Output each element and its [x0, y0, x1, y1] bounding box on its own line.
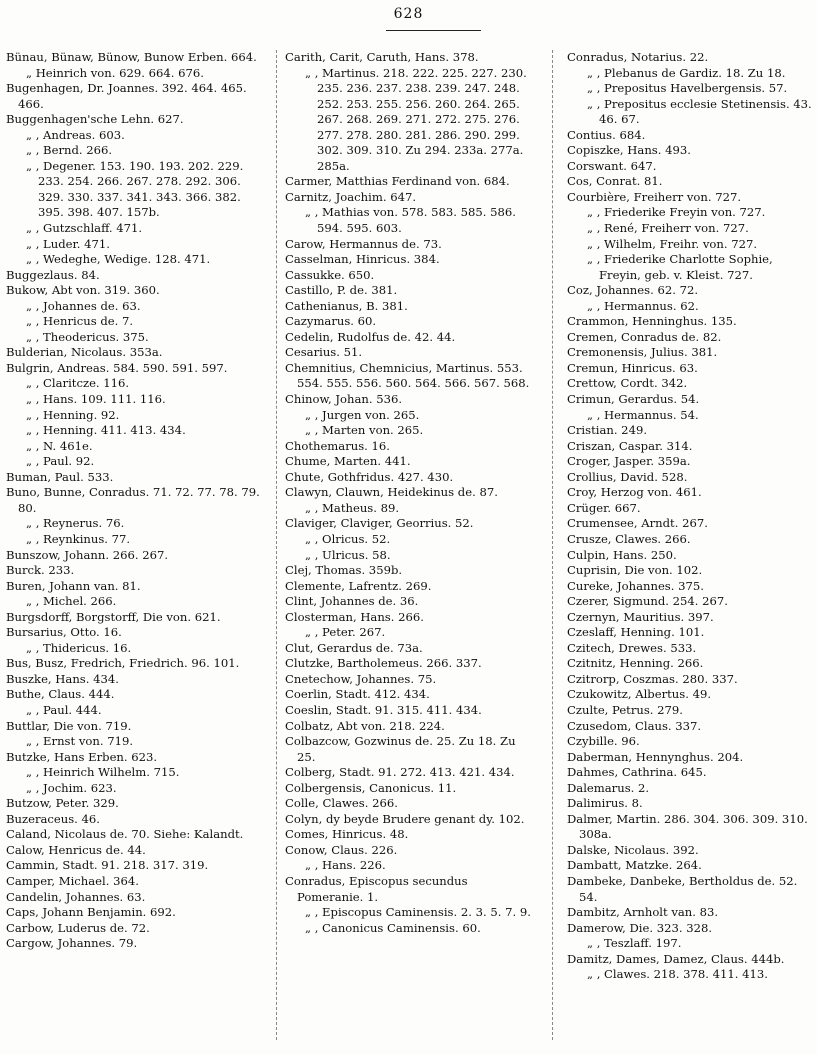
index-subentry: „ , Bernd. 266. — [26, 143, 113, 158]
index-entry: Coz, Johannes. 62. 72. — [567, 283, 699, 298]
index-entry: Coeslin, Stadt. 91. 315. 411. 434. — [285, 702, 482, 717]
index-subentry: „ , Michel. 266. — [26, 594, 117, 609]
index-entry: Bulderian, Nicolaus. 353a. — [6, 345, 163, 360]
index-entry: Cureke, Johannes. 375. — [567, 578, 704, 593]
index-entry: Bus, Busz, Fredrich, Friedrich. 96. 101. — [6, 656, 240, 671]
index-entry: Camper, Michael. 364. — [6, 873, 139, 888]
index-entry: Czulte, Petrus. 279. — [567, 702, 683, 717]
index-entry: Dambitz, Arnholt van. 83. — [567, 905, 719, 920]
index-entry: Carith, Carit, Caruth, Hans. 378. — [285, 50, 479, 64]
index-subentry: „ , Peter. 267. — [305, 625, 386, 640]
index-entry: Clawyn, Clauwn, Heidekinus de. 87. — [285, 485, 498, 500]
index-entry: Copiszke, Hans. 493. — [567, 143, 691, 158]
index-entry: Colbatz, Abt von. 218. 224. — [285, 718, 445, 733]
index-entry: Clint, Johannes de. 36. — [285, 594, 419, 609]
index-entry: Bukow, Abt von. 319. 360. — [6, 283, 160, 298]
index-entry: Castillo, P. de. 381. — [285, 283, 398, 298]
index-entry: Dalmer, Martin. 286. 304. 306. 309. 310. 308a. — [567, 811, 808, 842]
index-subentry: „ , Clawes. 218. 378. 411. 413. — [587, 967, 768, 982]
index-entry: Cathenianus, B. 381. — [285, 298, 408, 313]
index-column-1 — [6, 50, 268, 1050]
index-entry: Coerlin, Stadt. 412. 434. — [285, 687, 430, 702]
index-entry: Crettow, Cordt. 342. — [567, 376, 688, 391]
index-entry: Carmer, Matthias Ferdinand von. 684. — [285, 174, 510, 189]
index-subentry: „ , Henning. 411. 413. 434. — [26, 423, 186, 438]
index-entry: Colberg, Stadt. 91. 272. 413. 421. 434. — [285, 765, 515, 780]
index-subentry: „ , Luder. 471. — [26, 236, 110, 251]
index-subentry: „ , Ulricus. 58. — [305, 547, 391, 562]
index-entry: Comes, Hinricus. 48. — [285, 827, 409, 842]
index-entry: Crusze, Clawes. 266. — [567, 531, 691, 546]
index-entry: Chinow, Johan. 536. — [285, 392, 403, 407]
column-divider — [276, 50, 277, 1040]
index-entry: Bursarius, Otto. 16. — [6, 625, 122, 640]
index-entry: Daberman, Hennynghus. 204. — [567, 749, 744, 764]
index-entry: Czeslaff, Henning. 101. — [567, 625, 705, 640]
index-entry: Cremen, Conradus de. 82. — [567, 329, 722, 344]
index-entry: Colbazcow, Gozwinus de. 25. Zu 18. Zu 25. — [285, 734, 516, 764]
index-entry: Bulgrin, Andreas. 584. 590. 591. 597. — [6, 360, 228, 375]
index-entry: Butzke, Hans Erben. 623. — [6, 749, 158, 764]
index-entry: Buggezlaus. 84. — [6, 267, 100, 282]
column-divider — [552, 50, 553, 1040]
index-subentry: „ , N. 461e. — [26, 438, 93, 453]
index-entry: Czernyn, Mauritius. 397. — [567, 609, 714, 624]
index-subentry: „ , Friederike Charlotte Sophie, Freyin, geb. v. Kleist. 727. — [587, 252, 773, 282]
index-subentry: „ , Paul. 92. — [26, 454, 95, 469]
index-entry: Cnetechow, Johannes. 75. — [285, 671, 437, 686]
index-entry: Dalimirus. 8. — [567, 796, 643, 811]
index-entry: Cuprisin, Die von. 102. — [567, 563, 703, 578]
index-entry: Cassukke. 650. — [285, 267, 375, 282]
index-entry: Buszke, Hans. 434. — [6, 671, 119, 686]
index-entry: Cristian. 249. — [567, 423, 648, 438]
index-entry: Buzeraceus. 46. — [6, 811, 100, 826]
index-subentry: „ , Matheus. 89. — [305, 500, 400, 515]
index-subentry: „ , Wilhelm, Freihr. von. 727. — [587, 236, 758, 251]
index-entry: Dambatt, Matzke. 264. — [567, 858, 702, 873]
index-subentry: „ , Episcopus Caminensis. 2. 3. 5. 7. 9. — [305, 905, 531, 920]
index-entry: Croger, Jasper. 359a. — [567, 454, 691, 469]
index-subentry: „ , Thidericus. 16. — [26, 640, 132, 655]
index-entry: Burgsdorff, Borgstorff, Die von. 621. — [6, 609, 221, 624]
index-subentry: „ , Hermannus. 62. — [587, 298, 699, 313]
index-entry: Crimun, Gerardus. 54. — [567, 392, 700, 407]
index-entry: Czerer, Sigmund. 254. 267. — [567, 594, 728, 609]
index-entry: Claviger, Claviger, Georrius. 52. — [285, 516, 474, 531]
index-subentry: „ , Hans. 226. — [305, 858, 386, 873]
index-entry: Caps, Johann Benjamin. 692. — [6, 905, 176, 920]
index-entry: Crollius, David. 528. — [567, 469, 688, 484]
index-entry: Bugenhagen, Dr. Joannes. 392. 464. 465. 466. — [6, 81, 247, 111]
index-entry: Carbow, Luderus de. 72. — [6, 920, 150, 935]
index-entry: Crüger. 667. — [567, 500, 641, 515]
index-subentry: „ , Martinus. 218. 222. 225. 227. 230. 235. 236. 237. 238. 239. 247. 248. 252. 253. 255. 256. 260. 264. 265. 267. 268. 269. 271. 272. 275. 276. 277. 278. 280. 281. 286. 290. 299. 302. 309. 310. Zu 294. 233a. 277a. 285a. — [305, 65, 527, 173]
index-entry: Buggenhagen'sche Lehn. 627. — [6, 112, 184, 127]
index-subentry: „ , Hans. 109. 111. 116. — [26, 392, 166, 407]
index-entry: Czitnitz, Henning. 266. — [567, 656, 704, 671]
index-subentry: „ , Plebanus de Gardiz. 18. Zu 18. — [587, 65, 786, 80]
index-entry: Chothemarus. 16. — [285, 438, 390, 453]
index-entry: Clemente, Lafrentz. 269. — [285, 578, 432, 593]
index-entry: Courbière, Freiherr von. 727. — [567, 189, 742, 204]
index-entry: Buttlar, Die von. 719. — [6, 718, 132, 733]
index-subentry: „ , Hermannus. 54. — [587, 407, 699, 422]
index-entry: Chemnitius, Chemnicius, Martinus. 553. 554. 555. 556. 560. 564. 566. 567. 568. — [285, 360, 530, 391]
index-subentry: „ Heinrich von. 629. 664. 676. — [26, 65, 204, 80]
index-subentry: „ , Degener. 153. 190. 193. 202. 229. 233. 254. 266. 267. 278. 292. 306. 329. 330. 337. 341. 343. 366. 382. 395. 398. 407. 157b. — [26, 158, 244, 220]
index-subentry: „ , Prepositus ecclesie Stetinensis. 43. 46. 67. — [587, 96, 812, 127]
index-entry: Calow, Henricus de. 44. — [6, 842, 146, 857]
index-entry: Candelin, Johannes. 63. — [6, 889, 146, 904]
index-subentry: „ , Mathias von. 578. 583. 585. 586. 594. 595. 603. — [305, 205, 516, 236]
index-entry: Dalske, Nicolaus. 392. — [567, 842, 699, 857]
index-entry: Buthe, Claus. 444. — [6, 687, 115, 702]
index-entry: Buren, Johann van. 81. — [6, 578, 141, 593]
index-entry: Czitech, Drewes. 533. — [567, 640, 697, 655]
index-subentry: „ , Teszlaff. 197. — [587, 936, 682, 951]
index-subentry: „ , Jochim. 623. — [26, 780, 117, 795]
index-entry: Buno, Bunne, Conradus. 71. 72. 77. 78. 79. 80. — [6, 485, 260, 515]
index-column-2 — [285, 50, 537, 1050]
index-entry: Croy, Herzog von. 461. — [567, 485, 702, 500]
index-subentry: „ , Heinrich Wilhelm. 715. — [26, 765, 180, 780]
index-entry: Cazymarus. 60. — [285, 314, 377, 329]
index-entry: Bunszow, Johann. 266. 267. — [6, 547, 169, 562]
index-entry: Corswant. 647. — [567, 158, 657, 173]
index-subentry: „ , Jurgen von. 265. — [305, 407, 420, 422]
index-entry: Dahmes, Cathrina. 645. — [567, 765, 707, 780]
index-entry: Butzow, Peter. 329. — [6, 796, 119, 811]
index-entry: Buman, Paul. 533. — [6, 469, 114, 484]
index-entry: Clut, Gerardus de. 73a. — [285, 640, 423, 655]
index-entry: Caland, Nicolaus de. 70. Siehe: Kalandt. — [6, 827, 244, 842]
index-subentry: „ , Friederike Freyin von. 727. — [587, 205, 766, 220]
index-subentry: „ , René, Freiherr von. 727. — [587, 221, 749, 236]
index-entry: Burck. 233. — [6, 563, 75, 578]
index-entry: Criszan, Caspar. 314. — [567, 438, 693, 453]
index-entry: Culpin, Hans. 250. — [567, 547, 677, 562]
index-entry: Cammin, Stadt. 91. 218. 317. 319. — [6, 858, 209, 873]
index-subentry: „ , Paul. 444. — [26, 702, 102, 717]
index-entry: Czukowitz, Albertus. 49. — [567, 687, 712, 702]
index-entry: Closterman, Hans. 266. — [285, 609, 424, 624]
index-entry: Dambeke, Danbeke, Bertholdus de. 52. 54. — [567, 873, 798, 904]
index-entry: Czusedom, Claus. 337. — [567, 718, 702, 733]
index-entry: Chute, Gothfridus. 427. 430. — [285, 469, 454, 484]
index-entry: Colyn, dy beyde Brudere genant dy. 102. — [285, 811, 525, 826]
index-column-3 — [567, 50, 815, 1050]
index-entry: Clej, Thomas. 359b. — [285, 563, 403, 578]
index-entry: Cremonensis, Julius. 381. — [567, 345, 718, 360]
index-entry: Clutzke, Bartholemeus. 266. 337. — [285, 656, 482, 671]
index-entry: Cremun, Hinricus. 63. — [567, 360, 698, 375]
index-subentry: „ , Claritcze. 116. — [26, 376, 130, 391]
index-entry: Carow, Hermannus de. 73. — [285, 236, 442, 251]
index-entry: Conow, Claus. 226. — [285, 842, 398, 857]
index-entry: Casselman, Hinricus. 384. — [285, 252, 440, 267]
index-subentry: „ , Henning. 92. — [26, 407, 120, 422]
index-entry: Damitz, Dames, Damez, Claus. 444b. — [567, 951, 785, 966]
index-subentry: „ , Reynkinus. 77. — [26, 531, 131, 546]
index-entry: Carnitz, Joachim. 647. — [285, 189, 417, 204]
index-entry: Cesarius. 51. — [285, 345, 363, 360]
index-entry: Dalemarus. 2. — [567, 780, 650, 795]
page-number: 628 — [393, 6, 424, 22]
index-entry: Crammon, Henninghus. 135. — [567, 314, 737, 329]
index-subentry: „ , Olricus. 52. — [305, 531, 391, 546]
index-entry: Cedelin, Rudolfus de. 42. 44. — [285, 329, 456, 344]
index-entry: Czitrorp, Coszmas. 280. 337. — [567, 671, 738, 686]
index-subentry: „ , Prepositus Havelbergensis. 57. — [587, 81, 788, 96]
index-entry: Damerow, Die. 323. 328. — [567, 920, 713, 935]
index-subentry: „ , Reynerus. 76. — [26, 516, 125, 531]
index-entry: Colbergensis, Canonicus. 11. — [285, 780, 457, 795]
index-entry: Conradus, Notarius. 22. — [567, 50, 709, 64]
index-entry: Crumensee, Arndt. 267. — [567, 516, 708, 531]
index-subentry: „ , Wedeghe, Wedige. 128. 471. — [26, 252, 211, 267]
index-subentry: „ , Henricus de. 7. — [26, 314, 134, 329]
header-rule — [386, 30, 481, 31]
index-subentry: „ , Theodericus. 375. — [26, 329, 149, 344]
index-subentry: „ , Ernst von. 719. — [26, 734, 134, 749]
index-subentry: „ , Marten von. 265. — [305, 423, 424, 438]
index-entry: Contius. 684. — [567, 127, 646, 142]
index-entry: Cos, Conrat. 81. — [567, 174, 663, 189]
index-subentry: „ , Andreas. 603. — [26, 127, 125, 142]
index-entry: Bünau, Bünaw, Bünow, Bunow Erben. 664. — [6, 50, 257, 64]
index-entry: Chume, Marten. 441. — [285, 454, 411, 469]
index-subentry: „ , Gutzschlaff. 471. — [26, 221, 143, 236]
index-entry: Czybille. 96. — [567, 734, 640, 749]
index-entry: Colle, Clawes. 266. — [285, 796, 398, 811]
index-entry: Cargow, Johannes. 79. — [6, 936, 138, 951]
index-entry: Conradus, Episcopus secundus Pomeranie. 1. — [285, 873, 468, 904]
index-subentry: „ , Canonicus Caminensis. 60. — [305, 920, 481, 935]
index-subentry: „ , Johannes de. 63. — [26, 298, 141, 313]
